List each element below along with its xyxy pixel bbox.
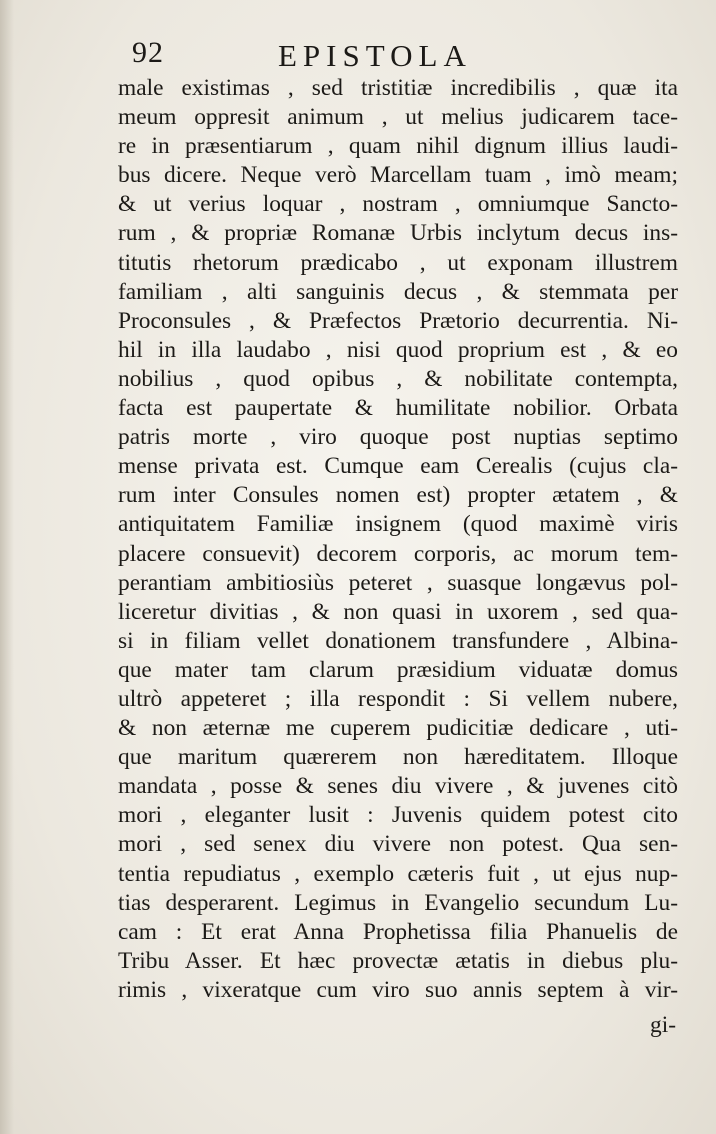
- text-line: que maritum quærerem non hæreditatem. Illoque: [118, 744, 678, 771]
- text-line: & non æternæ me cuperem pudicitiæ dedicare , uti-: [118, 715, 678, 742]
- page-header: [118, 36, 678, 76]
- text-line: cam : Et erat Anna Prophetissa filia Phanuelis de: [118, 918, 678, 945]
- catchword: gi-: [650, 1012, 676, 1038]
- text-line: mense privata est. Cumque eam Cerealis (cujus cla-: [118, 453, 678, 480]
- text-line: nobilius , quod opibus , & nobilitate contempta,: [118, 365, 678, 392]
- text-line: titutis rhetorum prædicabo , ut exponam illustrem: [118, 249, 678, 276]
- text-line: & ut verius loquar , nostram , omniumque Sancto-: [118, 191, 678, 218]
- text-line: antiquitatem Familiæ insignem (quod maximè viris: [118, 511, 678, 538]
- text-line: perantiam ambitiosiùs peteret , suasque longævus pol-: [118, 569, 678, 596]
- text-line: ultrò appeteret ; illa respondit : Si vellem nubere,: [118, 685, 678, 712]
- text-line: placere consuevit) decorem corporis, ac morum tem-: [118, 540, 678, 567]
- text-line: mori , eleganter lusit : Juvenis quidem potest cito: [118, 802, 678, 829]
- text-line: Proconsules , & Præfectos Prætorio decurrentia. Ni-: [118, 307, 678, 334]
- text-line: liceretur divitias , & non quasi in uxorem , sed qua-: [118, 598, 678, 625]
- text-line: mori , sed senex diu vivere non potest. Qua sen-: [118, 831, 678, 858]
- page-number: 92: [132, 36, 164, 69]
- text-line: male existimas , sed tristitiæ incredibilis , quæ ita: [118, 75, 678, 101]
- text-line: re in præsentiarum , quam nihil dignum illius laudi-: [118, 133, 678, 160]
- text-line: Tribu Asser. Et hæc provectæ ætatis in diebus plu-: [118, 947, 678, 974]
- text-line: tentia repudiatus , exemplo cæteris fuit , ut ejus nup-: [118, 860, 678, 887]
- text-line: bus dicere. Neque verò Marcellam tuam , imò meam;: [118, 162, 678, 189]
- text-line: mandata , posse & senes diu vivere , & juvenes citò: [118, 773, 678, 800]
- text-line: facta est paupertate & humilitate nobilior. Orbata: [118, 395, 678, 422]
- text-line: hil in illa laudabo , nisi quod proprium est , & eo: [118, 336, 678, 363]
- text-line: rimis , vixeratque cum viro suo annis septem à vir-: [118, 976, 678, 1003]
- text-line: que mater tam clarum præsidium viduatæ domus: [118, 656, 678, 683]
- text-line: rum , & propriæ Romanæ Urbis inclytum decus ins-: [118, 220, 678, 247]
- text-line: familiam , alti sanguinis decus , & stemmata per: [118, 278, 678, 305]
- text-line: patris morte , viro quoque post nuptias septimo: [118, 424, 678, 451]
- body-text: [118, 74, 678, 1005]
- text-line: meum oppresit animum , ut melius judicarem tace-: [118, 104, 678, 131]
- gutter-shadow: [0, 0, 14, 1134]
- text-line: tias desperarent. Legimus in Evangelio secundum Lu-: [118, 889, 678, 916]
- text-line: si in filiam vellet donationem transfundere , Albina-: [118, 627, 678, 654]
- text-line: rum inter Consules nomen est) propter ætatem , &: [118, 482, 678, 509]
- running-head: EPISTOLA: [278, 38, 472, 73]
